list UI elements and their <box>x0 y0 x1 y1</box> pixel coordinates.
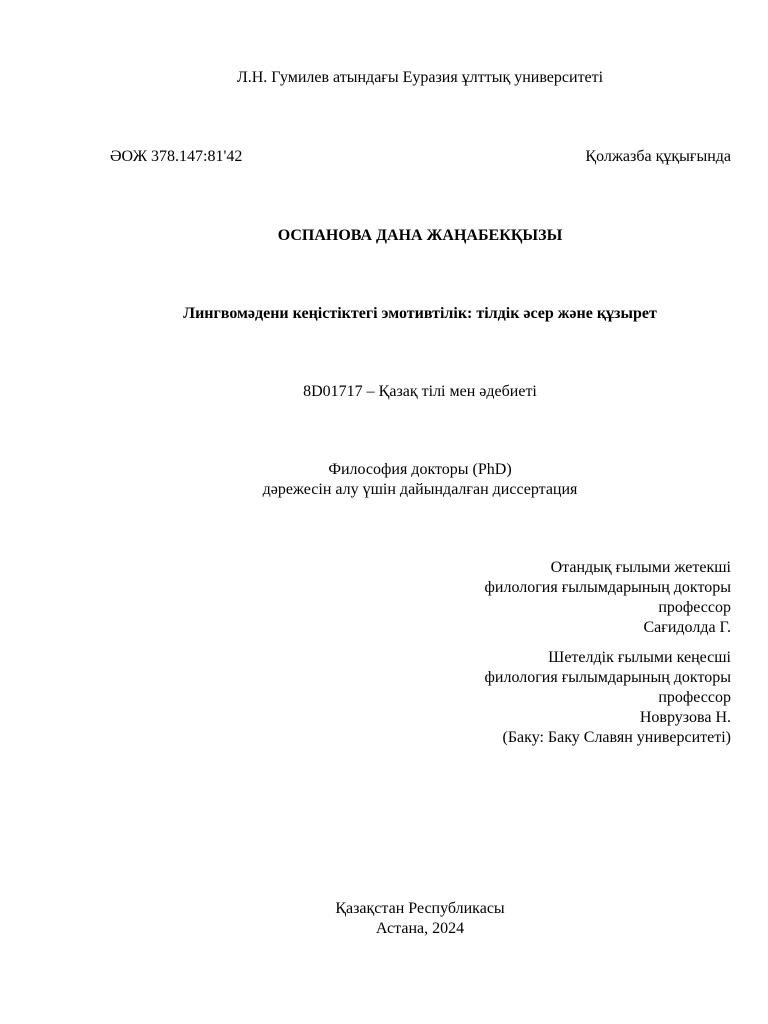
thesis-title: Лингвомәдени кеңістіктегі эмотивтілік: тілдік әсер және құзырет <box>183 305 657 322</box>
author-name: ОСПАНОВА ДАНА ЖАҢАБЕКҚЫЗЫ <box>277 227 563 244</box>
supervisor-title: профессор <box>658 599 731 616</box>
country: Қазақстан Республикасы <box>335 900 505 917</box>
supervisor-block <box>485 558 731 638</box>
supervisor-name: Сағидолда Г. <box>643 619 731 636</box>
advisor-title: профессор <box>658 689 731 706</box>
specialty: 8D01717 – Қазақ тілі мен әдебиеті <box>303 383 537 400</box>
advisor-role: Шетелдік ғылыми кеңесші <box>548 649 731 666</box>
degree-line-1: Философия докторы (PhD) <box>328 461 512 478</box>
university-name: Л.Н. Гумилев атындағы Еуразия ұлттық университеті <box>236 69 604 86</box>
manuscript-rights: Қолжазба құқығында <box>585 148 731 165</box>
advisor-name: Новрузова Н. <box>639 709 731 726</box>
supervisor-role: Отандық ғылыми жетекші <box>550 559 731 576</box>
degree-line-2: дәрежесін алу үшін дайындалған диссертация <box>262 481 578 498</box>
supervisor-degree: филология ғылымдарының докторы <box>484 579 731 596</box>
advisor-affiliation: (Баку: Баку Славян университеті) <box>502 729 731 746</box>
advisor-degree: филология ғылымдарының докторы <box>484 669 731 686</box>
foreign-advisor-block <box>485 648 731 748</box>
city-year: Астана, 2024 <box>375 920 465 937</box>
udc-code: ӘОЖ 378.147:81'42 <box>110 148 243 165</box>
